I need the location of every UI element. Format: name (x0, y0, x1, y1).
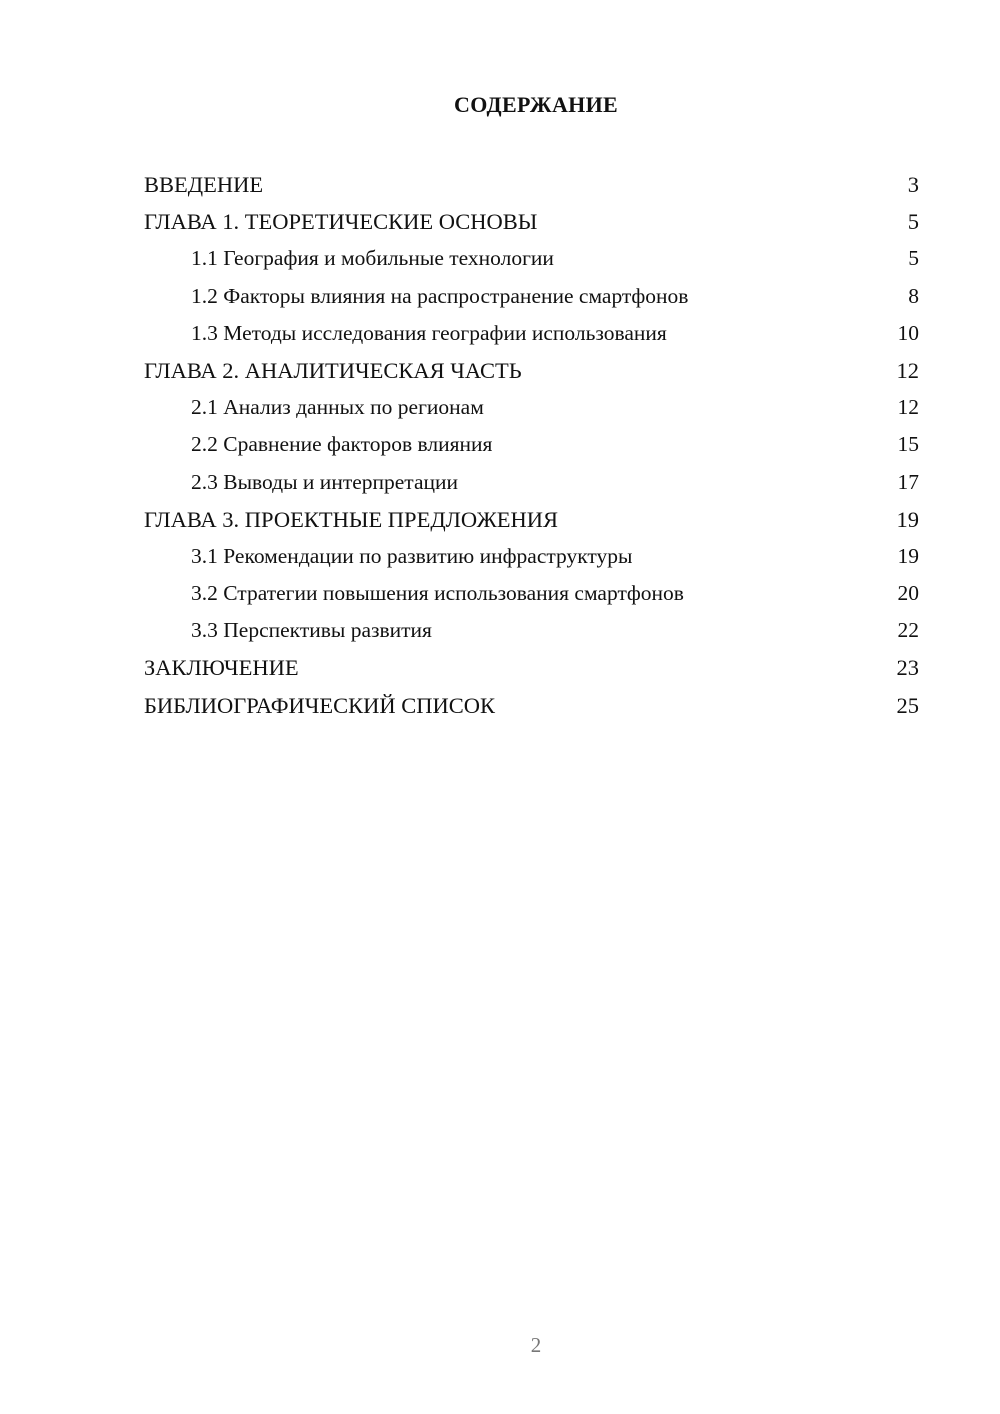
toc-entry-label: 2.3 Выводы и интерпретации (191, 469, 459, 494)
toc-entry-label: ВВЕДЕНИЕ (144, 172, 264, 197)
toc-entry-page: 5 (908, 246, 919, 271)
toc-entry-section-2-3 (144, 464, 919, 501)
toc-entry-page: 23 (896, 655, 919, 681)
toc-entry-page: 8 (908, 283, 919, 308)
toc-entry-conclusion (144, 649, 919, 686)
toc-entry-label: 1.2 Факторы влияния на распространение смартфонов (191, 283, 689, 308)
toc-entry-page: 10 (897, 320, 919, 345)
toc-entry-page: 20 (897, 581, 919, 606)
toc-entry-page: 12 (897, 395, 919, 420)
toc-entry-section-3-2 (144, 575, 919, 612)
toc-entry-label: 3.1 Рекомендации по развитию инфраструктуры (191, 543, 633, 568)
toc-entry-section-1-1 (144, 240, 919, 277)
toc-entry-page: 15 (897, 432, 919, 457)
toc-entry-label: 1.1 География и мобильные технологии (191, 246, 554, 271)
toc-entry-label: ГЛАВА 2. АНАЛИТИЧЕСКАЯ ЧАСТЬ (144, 357, 522, 383)
toc-entry-section-1-2 (144, 278, 919, 315)
toc-entry-page: 5 (907, 209, 919, 235)
toc-entry-introduction (144, 166, 919, 203)
toc-entry-chapter-1 (144, 203, 919, 240)
toc-entry-label: ГЛАВА 3. ПРОЕКТНЫЕ ПРЕДЛОЖЕНИЯ (144, 506, 559, 532)
toc-entry-chapter-2 (144, 352, 919, 389)
toc-entry-section-3-3 (144, 612, 919, 649)
toc-entry-label: ЗАКЛЮЧЕНИЕ (144, 655, 299, 681)
toc-entry-page: 17 (897, 469, 919, 494)
toc-title: СОДЕРЖАНИЕ (454, 92, 618, 117)
toc-entry-section-2-1 (144, 389, 919, 426)
toc-entry-chapter-3 (144, 501, 919, 538)
toc-entry-label: ГЛАВА 1. ТЕОРЕТИЧЕСКИЕ ОСНОВЫ (144, 209, 538, 235)
toc-entry-label: 2.1 Анализ данных по регионам (191, 395, 484, 420)
toc-entry-page: 12 (896, 357, 919, 383)
toc-entry-section-2-2 (144, 426, 919, 463)
toc-entry-bibliography (144, 687, 919, 724)
toc-entry-section-3-1 (144, 538, 919, 575)
toc-entry-page: 19 (897, 543, 919, 568)
toc-entry-page: 19 (896, 506, 919, 532)
toc-entry-page: 3 (907, 172, 919, 197)
toc-entry-label: 2.2 Сравнение факторов влияния (191, 432, 493, 457)
page-number: 2 (530, 1333, 542, 1357)
toc-entry-label: 1.3 Методы исследования географии использования (191, 320, 667, 345)
toc-entry-label: 3.3 Перспективы развития (191, 618, 432, 643)
toc-entry-label: 3.2 Стратегии повышения использования смартфонов (191, 581, 684, 606)
toc-entry-page: 22 (897, 618, 919, 643)
toc-entry-label: БИБЛИОГРАФИЧЕСКИЙ СПИСОК (144, 692, 496, 718)
toc-entry-page: 25 (896, 692, 919, 718)
toc-list (144, 166, 919, 724)
toc-entry-section-1-3 (144, 315, 919, 352)
